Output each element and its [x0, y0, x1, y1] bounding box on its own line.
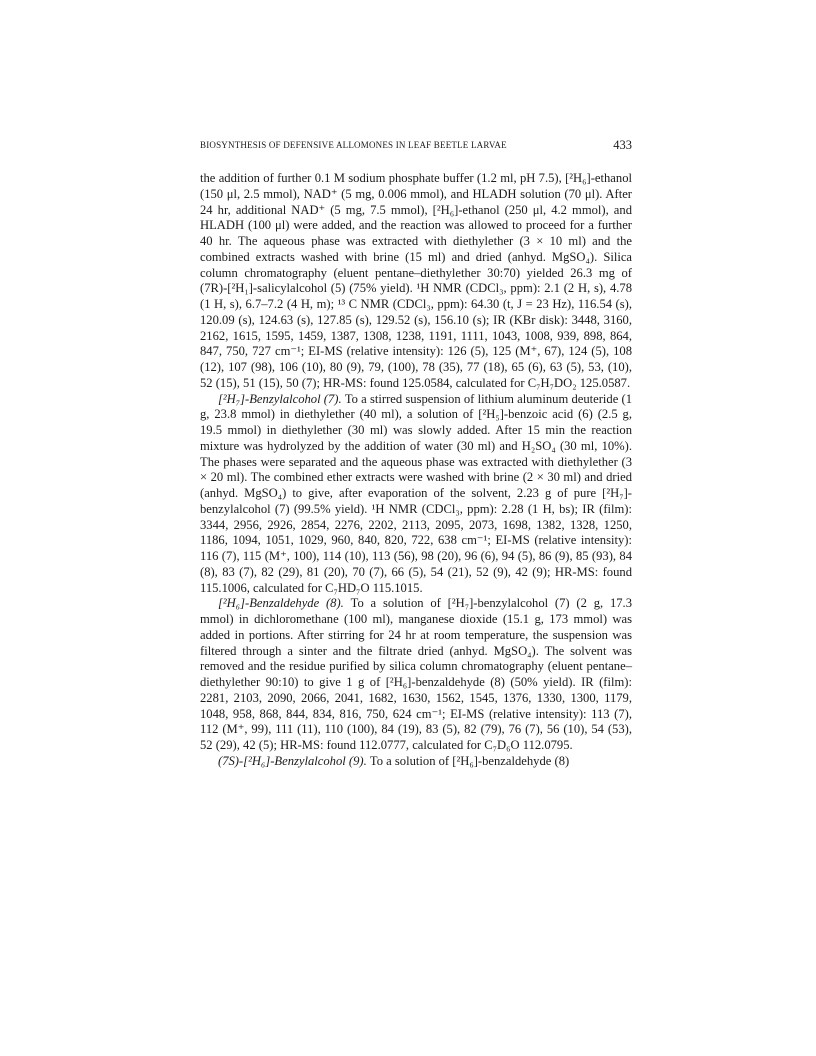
- paragraph-text: To a solution of [²H₆]-benzaldehyde (8): [369, 753, 570, 768]
- paragraph-text: To a solution of [²H₇]-benzylalcohol (7) (2 g, 17.3 mmol) in dichloromethane (100 ml), manganese dioxide (15.1 g, 173 mmol) was added in portions. After stirring for 24 hr at room temperature, the suspension was filtered through a sinter and the filtrate dried (anhyd. MgSO₄). The solvent was removed and the residue purified by silica column chromatography (eluent pentane–diethylether 90:10) to give 1 g of [²H₆]-benzaldehyde (8) (50% yield). IR (film): 2281, 2103, 2090, 2066, 2041, 1682, 1630, 1562, 1545, 1376, 1330, 1300, 1179, 1048, 958, 868, 844, 834, 816, 750, 624 cm⁻¹; EI-MS (relative intensity): 113 (7), 112 (M⁺, 99), 111 (11), 110 (100), 84 (19), 83 (5), 82 (79), 76 (7), 56 (10), 54 (53), 52 (29), 42 (5); HR-MS: found 112.0777, calculated for C₇D₆O 112.0795.: [200, 596, 633, 752]
- paragraph-salicylalcohol-procedure: [200, 171, 632, 392]
- running-title: BIOSYNTHESIS OF DEFENSIVE ALLOMONES IN LEAF BEETLE LARVAE: [200, 140, 507, 150]
- compound-heading: [²H₆]-Benzaldehyde (8).: [218, 596, 351, 611]
- page-number: 433: [613, 138, 632, 152]
- paragraph-text: the addition of further 0.1 M sodium phosphate buffer (1.2 ml, pH 7.5), [²H₆]-ethanol (150 μl, 2.5 mmol), NAD⁺ (5 mg, 0.006 mmol), and HLADH solution (70 μl). After 24 hr, additional NAD⁺ (5 mg, 7.5 mmol), [²H₆]-ethanol (250 μl, 4.2 mmol), and HLADH (100 μl) were added, and the reaction was allowed to proceed for a further 40 hr. The aqueous phase was extracted with diethylether (3 × 10 ml) and the combined extracts washed with brine (15 ml) and dried (anhyd. MgSO₄). Silica column chromatography (eluent pentane–diethylether 30:70) yielded 26.3 mg of (7R)-[²H₁]-salicylalcohol (5) (75% yield). ¹H NMR (CDCl₃, ppm): 2.1 (2 H, s), 4.78 (1 H, s), 6.7–7.2 (4 H, m); ¹³ C NMR (CDCl₃, ppm): 64.30 (t, J = 23 Hz), 116.54 (s), 120.09 (s), 124.63 (s), 127.85 (s), 129.52 (s), 156.10 (s); IR (KBr disk): 3448, 3160, 2162, 1615, 1595, 1459, 1387, 1308, 1238, 1191, 1111, 1043, 1008, 939, 898, 864, 847, 750, 727 cm⁻¹; EI-MS (relative intensity): 126 (5), 125 (M⁺, 67), 124 (5), 108 (12), 107 (98), 106 (10), 80 (9), 79, (100), 78 (35), 77 (18), 65 (6), 63 (5), 53, (10), 52 (15), 51 (15), 50 (7); HR-MS: found 125.0584, calculated for C₇H₇DO₂ 125.0587.: [200, 171, 632, 390]
- paragraph-benzaldehyde-d6: [200, 596, 632, 754]
- paragraph-text: To a stirred suspension of lithium aluminum deuteride (1 g, 23.8 mmol) in diethylether (40 ml), a solution of [²H₅]-benzoic acid (6) (2.5 g, 19.5 mmol) in diethylether (30 ml) was slowly added. After 15 min the reaction mixture was hydrolyzed by the addition of water (30 ml) and H₂SO₄ (30 ml, 10%). The phases were separated and the aqueous phase was extracted with diethylether (3 × 20 ml). The combined ether extracts were washed with brine (2 × 30 ml) and dried (anhyd. MgSO₄) to give, after evaporation of the solvent, 2.23 g of pure [²H₇]-benzylalcohol (7) (99.5% yield). ¹H NMR (CDCl₃, ppm): 2.28 (1 H, bs); IR (film): 3344, 2956, 2926, 2854, 2276, 2202, 2113, 2095, 2073, 1698, 1382, 1328, 1250, 1186, 1094, 1051, 1029, 960, 840, 820, 722, 638 cm⁻¹; EI-MS (relative intensity): 116 (7), 115 (M⁺, 100), 114 (10), 113 (56), 98 (20), 96 (6), 94 (5), 86 (9), 85 (93), 84 (8), 83 (7), 82 (29), 81 (20), 70 (7), 66 (5), 54 (21), 52 (9), 42 (9); HR-MS: found 115.1006, calculated for C₇HD₇O 115.1015.: [200, 391, 633, 595]
- compound-heading: (7S)-[²H₆]-Benzylalcohol (9).: [218, 753, 370, 768]
- paragraph-benzylalcohol-7s: [200, 754, 632, 770]
- running-head: [200, 140, 632, 150]
- compound-heading: [²H₇]-Benzylalcohol (7).: [218, 391, 345, 406]
- body-text: [200, 171, 632, 770]
- paragraph-benzylalcohol-d7: [200, 392, 632, 597]
